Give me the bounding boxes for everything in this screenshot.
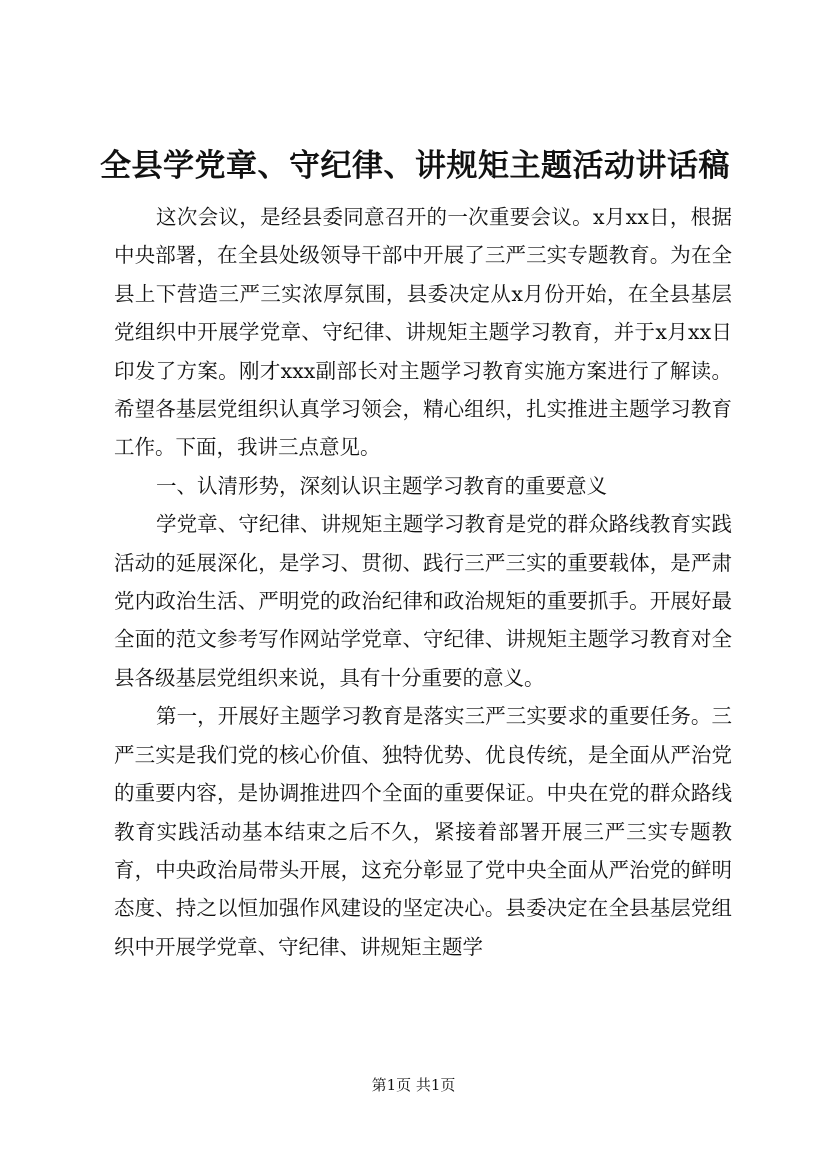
paragraph-significance: 学党章、守纪律、讲规矩主题学习教育是党的群众路线教育实践活动的延展深化，是学习、贯彻、践行三严三实的重要载体，是严肃党内政治生活、严明党的政治纪律和政治规矩的重要抓手。开展好最全面的范文参考写作网站学党章、守纪律、讲规矩主题学习教育对全县各级基层党组织来说，具有十分重要的意义。 [114,512,732,690]
page-number-footer: 第1页 共1页 [371,1076,456,1094]
paragraph-first-point: 第一，开展好主题学习教育是落实三严三实要求的重要任务。三严三实是我们党的核心价值、独特优势、优良传统，是全面从严治党的重要内容，是协调推进四个全面的重要保证。中央在党的群众路线教育实践活动基本结束之后不久，紧接着部署开展三严三实专题教育，中央政治局带头开展，这充分彰显了党中央全面从严治党的鲜明态度、持之以恒加强作风建设的坚定决心。县委决定在全县基层党组织中开展学党章、守纪律、讲规矩主题学 [114,704,732,959]
paragraph-intro: 这次会议，是经县委同意召开的一次重要会议。x月xx日，根据中央部署，在全县处级领导干部中开展了三严三实专题教育。为在全县上下营造三严三实浓厚氛围，县委决定从x月份开始，在全县基层党组织中开展学党章、守纪律、讲规矩主题学习教育，并于x月xx日印发了方案。刚才xxx副部长对主题学习教育实施方案进行了解读。希望各基层党组织认真学习领会，精心组织，扎实推进主题学习教育工作。下面，我讲三点意见。 [114,205,732,460]
document-title: 全县学党章、守纪律、讲规矩主题活动讲话稿 [100,148,730,184]
section-heading-one: 一、认清形势，深刻认识主题学习教育的重要意义 [156,473,608,498]
document-body [114,198,732,966]
